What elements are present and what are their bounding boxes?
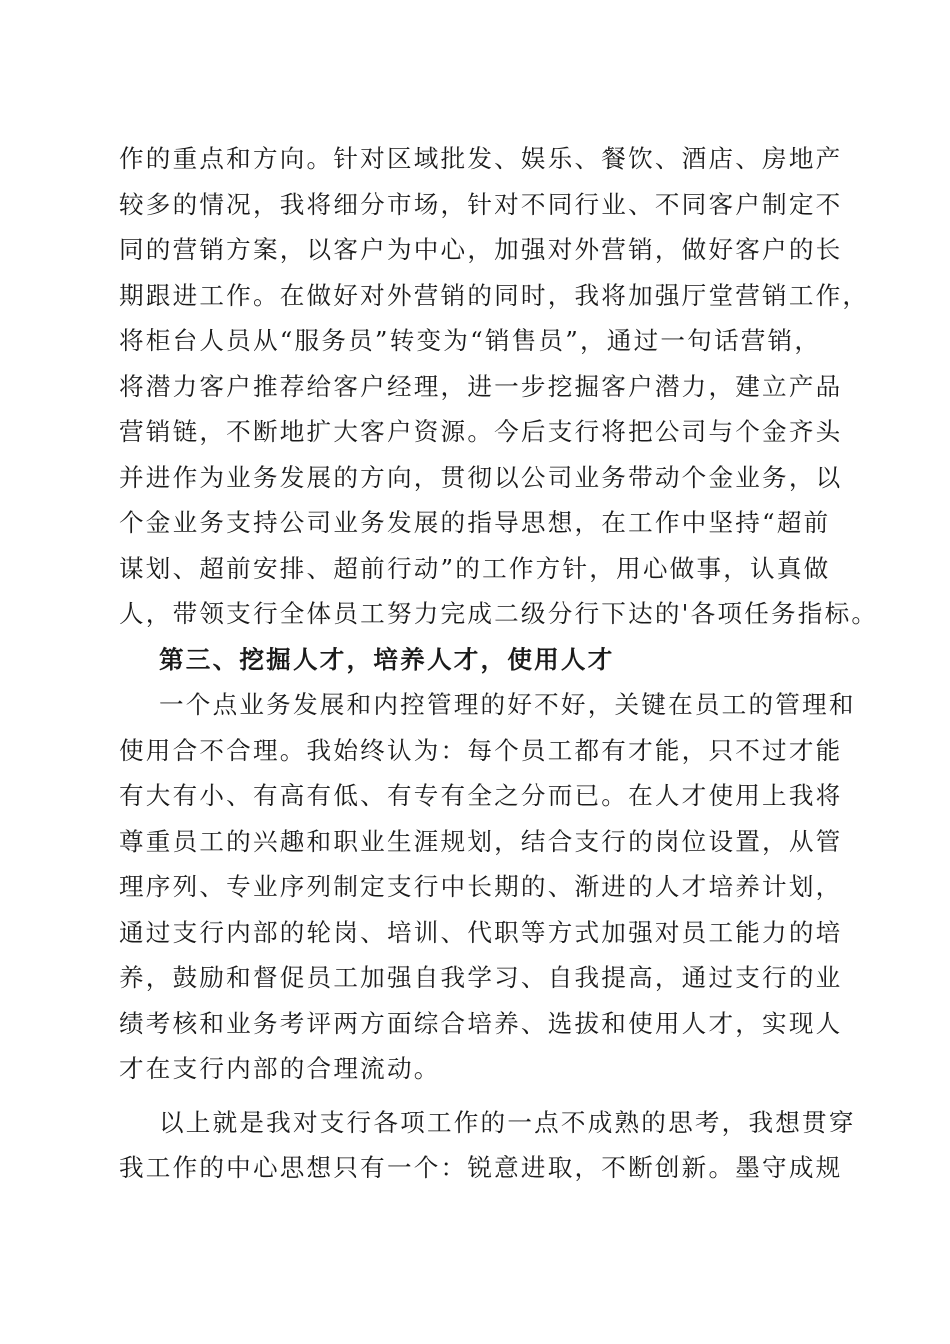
text-line: 使用合不合理。我始终认为：每个员工都有才能，只不过才能 [119, 735, 843, 765]
text-line: 较多的情况，我将细分市场，针对不同行业、不同客户制定不 [119, 189, 843, 219]
text-line: 作的重点和方向。针对区域批发、娱乐、餐饮、酒店、房地产 [119, 144, 843, 173]
text-line: 人，带领支行全体员工努力完成二级分行下达的'各项任务指标。 [119, 599, 879, 628]
text-line: 尊重员工的兴趣和职业生涯规划，结合支行的岗位设置，从管 [119, 826, 843, 856]
text-line: 有大有小、有高有低、有专有全之分而已。在人才使用上我将 [119, 781, 843, 810]
text-line: 期跟进工作。在做好对外营销的同时，我将加强厅堂营销工作， [119, 280, 870, 310]
section-heading: 第三、挖掘人才，培养人才，使用人才 [159, 644, 615, 674]
text-line: 同的营销方案，以客户为中心，加强对外营销，做好客户的长 [119, 235, 843, 264]
text-line: 理序列、专业序列制定支行中长期的、渐进的人才培养计划， [119, 872, 843, 901]
paragraph-gap [119, 1092, 831, 1100]
text-line: 我工作的中心思想只有一个：锐意进取，不断创新。墨守成规 [119, 1153, 843, 1182]
text-line: 才在支行内部的合理流动。 [119, 1054, 441, 1083]
text-line: 个金业务支持公司业务发展的指导思想，在工作中坚持“超前 [119, 508, 831, 537]
text-line: 营销链，不断地扩大客户资源。今后支行将把公司与个金齐头 [119, 417, 843, 446]
document-body [119, 136, 879, 1191]
text-line: 通过支行内部的轮岗、培训、代职等方式加强对员工能力的培 [119, 917, 843, 947]
text-line: 将潜力客户推荐给客户经理，进一步挖掘客户潜力，建立产品 [119, 371, 843, 401]
text-line: 将柜台人员从“服务员”转变为“销售员”，通过一句话营销， [119, 326, 822, 355]
text-line: 并进作为业务发展的方向，贯彻以公司业务带动个金业务，以 [119, 462, 843, 492]
text-line: 绩考核和业务考评两方面综合培养、选拔和使用人才，实现人 [119, 1008, 843, 1038]
text-line: 谋划、超前安排、超前行动”的工作方针，用心做事，认真做 [119, 553, 831, 583]
text-line: 一个点业务发展和内控管理的好不好，关键在员工的管理和 [159, 690, 856, 719]
text-line: 以上就是我对支行各项工作的一点不成熟的思考，我想贯穿 [159, 1107, 856, 1137]
text-line: 养，鼓励和督促员工加强自我学习、自我提高，通过支行的业 [119, 963, 843, 992]
